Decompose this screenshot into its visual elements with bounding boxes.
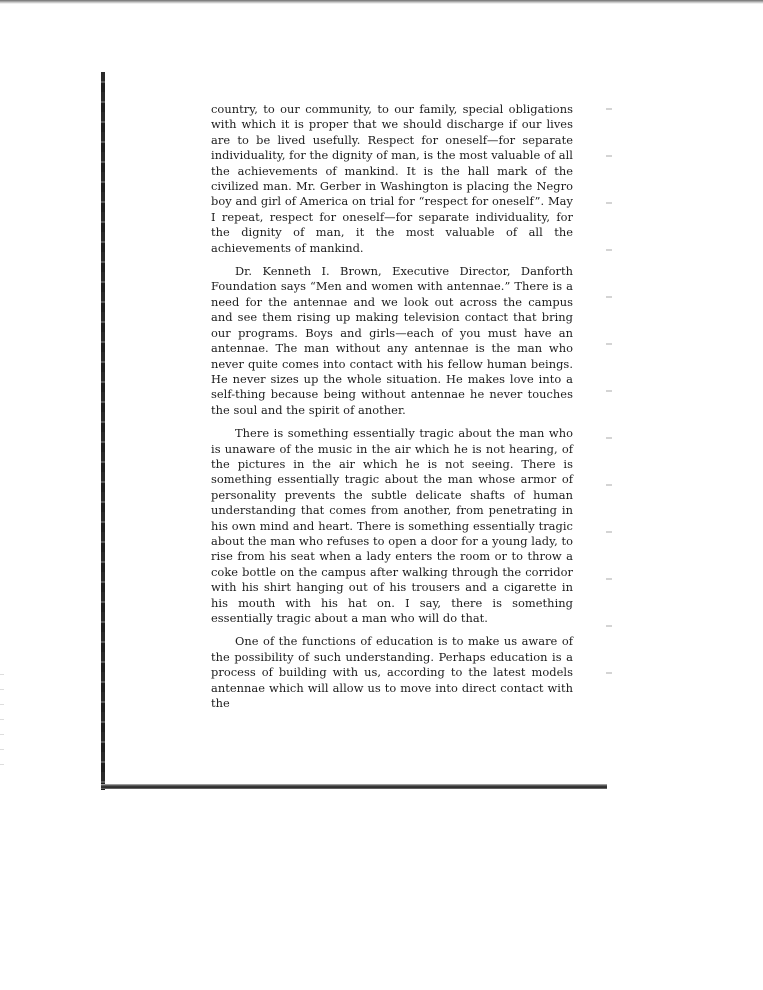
paragraph-1: country, to our community, to our family, special obligations with which it is proper that we should discharge if our lives are to be lived usefully. Respect for oneself—for separate individuality, for the dignity of man, is the most valuable of all the achievements of mankind. It is the hall mark of the civilized man. Mr. Gerber in Washington is placing the Negro boy and girl of America on trial for “respect for oneself”. May I repeat, respect for oneself—for separate individuality, for the dignity of man, it the most valuable of all the achievements of mankind.	[211, 102, 574, 255]
page-bottom-rule	[101, 784, 607, 789]
scan-right-specks	[606, 80, 612, 700]
scan-top-edge	[0, 0, 763, 4]
body-text	[211, 102, 573, 711]
paragraph-2: Dr. Kenneth I. Brown, Executive Director, Danforth Foundation says “Men and women with antennae.” There is a need for the antennae and we look out across the campus and see them rising up making television contact that bring our programs. Boys and girls—each of you must have an antennae. The man without any antennae is the man who never quite comes into contact with his fellow human beings. He never sizes up the whole situation. He makes love into a self-thing because being without antennae he never touches the soul and the spirit of another.	[211, 264, 573, 417]
paragraph-4: One of the functions of education is to make us aware of the possibility of such understanding. Perhaps education is a process of building with us, according to the latest models antennae which will allow us to move into direct contact with the	[211, 634, 573, 711]
page-left-rule	[101, 72, 105, 790]
scan-left-specks	[0, 660, 4, 770]
paragraph-3: There is something essentially tragic about the man who is unaware of the music in the air which he is not hearing, of the pictures in the air which he is not seeing. There is something essentially tragic about the man whose armor of personality prevents the subtle delicate shafts of human understanding that comes from another, from penetrating in his own mind and heart. There is something essentially tragic about the man who refuses to open a door for a young lady, to rise from his seat when a lady enters the room or to throw a coke bottle on the campus after walking through the corridor with his shirt hanging out of his trousers and a cigarette in his mouth with his hat on. I say, there is something essentially tragic about a man who will do that.	[211, 426, 573, 625]
